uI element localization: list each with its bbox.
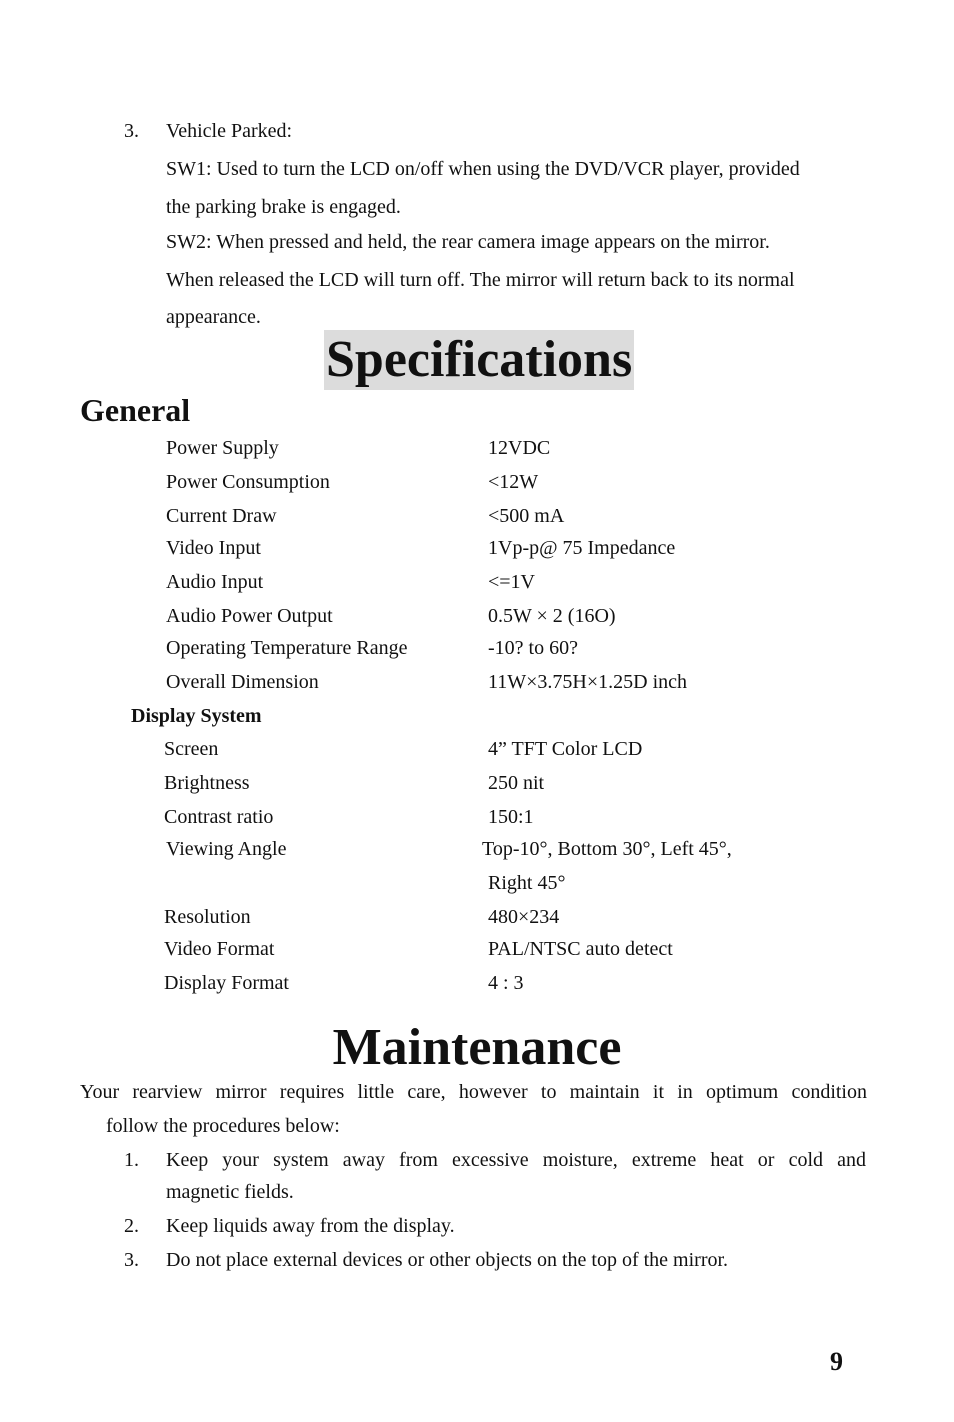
list-item-text: Keep your system away from excessive moisture, extreme heat or cold and: [166, 1149, 866, 1171]
spec-value: 12VDC: [488, 437, 551, 459]
spec-label: Power Supply: [166, 437, 279, 459]
list-item-text: magnetic fields.: [166, 1181, 294, 1203]
spec-value: Top-10°, Bottom 30°, Left 45°,: [482, 838, 732, 860]
spec-label: Audio Power Output: [166, 605, 333, 627]
spec-label: Operating Temperature Range: [166, 637, 408, 659]
list-item-text: Do not place external devices or other objects on the top of the mirror.: [166, 1249, 729, 1271]
spec-label: Brightness: [164, 772, 250, 794]
maintenance-intro-line: follow the procedures below:: [106, 1115, 340, 1137]
spec-label: Current Draw: [166, 505, 277, 527]
spec-label: Overall Dimension: [166, 671, 319, 693]
maintenance-intro-line: Your rearview mirror requires little care, however to maintain it in optimum condition: [80, 1081, 867, 1103]
spec-label: Contrast ratio: [164, 806, 274, 828]
spec-label: Resolution: [164, 906, 251, 928]
list-number: 1.: [124, 1149, 139, 1171]
paragraph-line: When released the LCD will turn off. The mirror will return back to its normal: [166, 269, 795, 291]
paragraph-line: appearance.: [166, 306, 261, 328]
spec-value: <=1V: [488, 571, 536, 593]
spec-label: Video Input: [166, 537, 261, 559]
spec-value: 1Vp-p@ 75 Impedance: [488, 537, 676, 559]
spec-value: 11W×3.75H×1.25D inch: [488, 671, 688, 693]
spec-value-continued: Right 45°: [488, 872, 566, 894]
spec-value: -10? to 60?: [488, 637, 578, 659]
display-system-heading: Display System: [131, 705, 262, 727]
spec-value: 4 : 3: [488, 972, 524, 994]
spec-value: PAL/NTSC auto detect: [488, 938, 673, 960]
spec-label: Display Format: [164, 972, 289, 994]
spec-value: 4” TFT Color LCD: [488, 738, 643, 760]
page-number: 9: [830, 1347, 843, 1376]
paragraph-line: the parking brake is engaged.: [166, 196, 401, 218]
spec-value: 250 nit: [488, 772, 545, 794]
spec-label: Power Consumption: [166, 471, 330, 493]
spec-label: Screen: [164, 738, 219, 760]
spec-label: Audio Input: [166, 571, 264, 593]
spec-value: 0.5W × 2 (16O): [488, 605, 616, 627]
list-number: 3.: [124, 1249, 139, 1271]
paragraph-line: SW1: Used to turn the LCD on/off when using the DVD/VCR player, provided: [166, 158, 800, 180]
general-heading: General: [80, 392, 191, 428]
spec-label: Viewing Angle: [166, 838, 287, 860]
list-number: 3.: [124, 120, 139, 142]
maintenance-heading: Maintenance: [332, 1019, 622, 1076]
list-item-title: Vehicle Parked:: [166, 120, 293, 142]
list-item-text: Keep liquids away from the display.: [166, 1215, 455, 1237]
spec-value: <500 mA: [488, 505, 565, 527]
paragraph-line: SW2: When pressed and held, the rear camera image appears on the mirror.: [166, 231, 770, 253]
spec-label: Video Format: [164, 938, 275, 960]
list-number: 2.: [124, 1215, 139, 1237]
specifications-heading: Specifications: [326, 331, 633, 388]
spec-value: 480×234: [488, 906, 560, 928]
spec-value: <12W: [488, 471, 539, 493]
spec-value: 150:1: [488, 806, 534, 828]
